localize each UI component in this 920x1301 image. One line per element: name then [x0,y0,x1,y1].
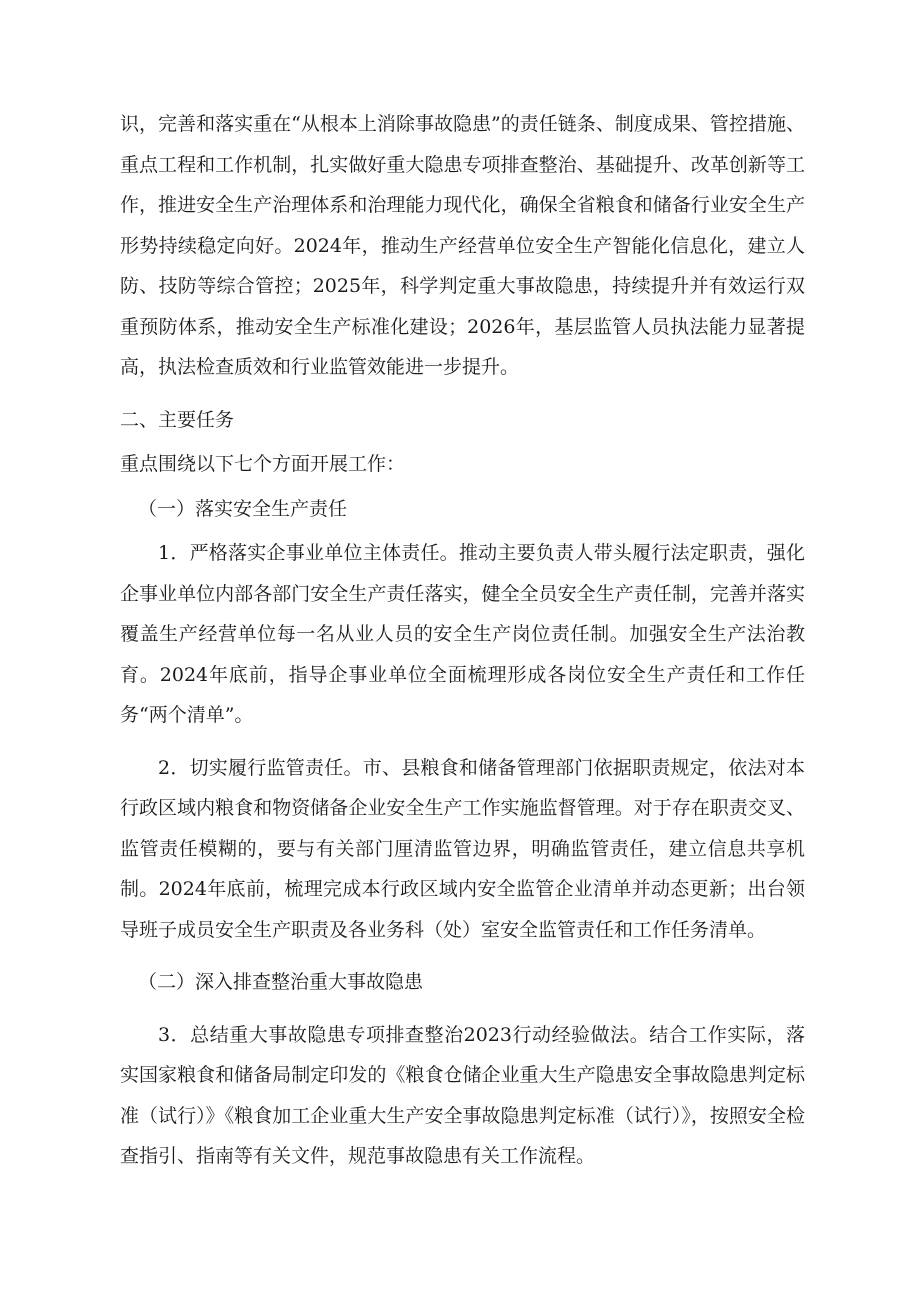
spacer [120,388,805,400]
list-item-1: 1．严格落实企事业单位主体责任。推动主要负责人带头履行法定职责，强化企事业单位内部各部门安全生产责任落实，健全全员安全生产责任制，完善并落实覆盖生产经营单位每一名从业人员的安全生产岗位责任制。加强安全生产法治教育。2024年底前，指导企事业单位全面梳理形成各岗位安全生产责任和工作任务“两个清单”。 [120,542,805,726]
paragraph-continued: 识，完善和落实重在“从根本上消除事故隐患”的责任链条、制度成果、管控措施、重点工程和工作机制，扎实做好重大隐患专项排查整治、基础提升、改革创新等工作，推进安全生产治理体系和治理能力现代化，确保全省粮食和储备行业安全生产形势持续稳定向好。2024年，推动生产经营单位安全生产智能化信息化，建立人防、技防等综合管控；2025年，科学判定重大事故隐患，持续提升并有效运行双重预防体系，推动安全生产标准化建设；2026年，基层监管人员执法能力显著提高，执法检查质效和行业监管效能进一步提升。 [120,113,805,378]
list-item-3: 3．总结重大事故隐患专项排查整治2023行动经验做法。结合工作实际，落实国家粮食和储备局制定印发的《粮食仓储企业重大生产隐患安全事故隐患判定标准（试行）》《粮食加工企业重大生产安全事故隐患判定标准（试行）》，按照安全检查指引、指南等有关文件，规范事故隐患有关工作流程。 [120,1023,805,1167]
spacer [120,1003,805,1015]
spacer [120,950,805,962]
subsection-heading-responsibility: （一）落实安全生产责任 [138,497,348,520]
spacer [120,736,805,748]
section-intro: 重点围绕以下七个方面开展工作： [120,453,406,475]
section-heading-main-tasks: 二、主要任务 [120,408,235,431]
document-body [120,104,805,1177]
subsection-heading-hazards: （二）深入排查整治重大事故隐患 [138,971,424,993]
list-item-2: 2．切实履行监管责任。市、县粮食和储备管理部门依据职责规定，依法对本行政区域内粮食和物资储备企业安全生产工作实施监督管理。对于存在职责交叉、监管责任模糊的，要与有关部门厘清监管边界，明确监管责任，建立信息共享机制。2024年底前，梳理完成本行政区域内安全监管企业清单并动态更新；出台领导班子成员安全生产职责及各业务科（处）室安全监管责任和工作任务清单。 [120,756,805,941]
